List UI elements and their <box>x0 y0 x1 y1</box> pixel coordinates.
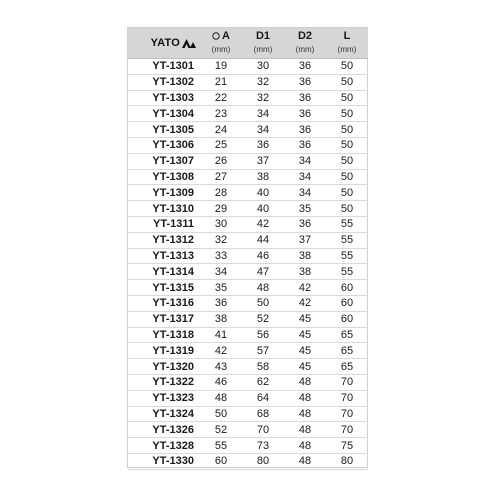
d1-cell: 48 <box>242 280 284 296</box>
column-unit-d1: (mm) <box>253 45 273 54</box>
d1-cell: 34 <box>242 106 284 122</box>
l-cell: 65 <box>326 359 368 375</box>
d1-cell: 42 <box>242 216 284 232</box>
l-cell: 60 <box>326 311 368 327</box>
a-cell: 41 <box>200 327 242 343</box>
d2-cell: 36 <box>284 137 326 153</box>
d2-cell: 34 <box>284 153 326 169</box>
table-row <box>128 153 368 169</box>
l-cell: 50 <box>326 90 368 106</box>
model-cell: YT-1318 <box>128 327 200 343</box>
d2-cell: 48 <box>284 453 326 469</box>
table-row <box>128 422 368 438</box>
model-cell: YT-1307 <box>128 153 200 169</box>
d2-cell: 42 <box>284 295 326 311</box>
column-header-l <box>326 28 368 59</box>
column-unit-l: (mm) <box>337 45 357 54</box>
d2-cell: 34 <box>284 185 326 201</box>
model-cell: YT-1317 <box>128 311 200 327</box>
column-header-d1 <box>242 28 284 59</box>
d1-cell: 32 <box>242 74 284 90</box>
a-cell: 26 <box>200 153 242 169</box>
model-cell: YT-1323 <box>128 390 200 406</box>
d2-cell: 35 <box>284 201 326 217</box>
d1-cell: 56 <box>242 327 284 343</box>
l-cell: 70 <box>326 422 368 438</box>
column-label-d2: D2 <box>297 30 313 42</box>
a-cell: 21 <box>200 74 242 90</box>
a-cell: 42 <box>200 343 242 359</box>
column-unit-a: (mm) <box>211 45 231 54</box>
d2-cell: 45 <box>284 359 326 375</box>
table-body <box>128 59 368 470</box>
model-cell: YT-1306 <box>128 137 200 153</box>
d2-cell: 48 <box>284 406 326 422</box>
a-cell: 27 <box>200 169 242 185</box>
model-cell: YT-1301 <box>128 59 200 75</box>
table-row <box>128 327 368 343</box>
l-cell: 70 <box>326 406 368 422</box>
model-cell: YT-1303 <box>128 90 200 106</box>
table-row <box>128 359 368 375</box>
a-cell: 29 <box>200 201 242 217</box>
table-row <box>128 264 368 280</box>
table-row <box>128 374 368 390</box>
table-row <box>128 59 368 75</box>
a-cell: 25 <box>200 137 242 153</box>
d2-cell: 45 <box>284 343 326 359</box>
d2-cell: 42 <box>284 280 326 296</box>
a-cell: 50 <box>200 406 242 422</box>
l-cell: 50 <box>326 122 368 138</box>
l-cell: 65 <box>326 343 368 359</box>
l-cell: 50 <box>326 106 368 122</box>
model-cell: YT-1304 <box>128 106 200 122</box>
a-cell: 60 <box>200 453 242 469</box>
brand-logo-cell <box>128 28 200 59</box>
d2-cell: 45 <box>284 311 326 327</box>
d1-cell: 30 <box>242 59 284 75</box>
yato-mark-icon <box>182 39 196 48</box>
model-cell: YT-1319 <box>128 343 200 359</box>
a-cell: 36 <box>200 295 242 311</box>
table-row <box>128 74 368 90</box>
l-cell: 50 <box>326 153 368 169</box>
d1-cell: 73 <box>242 438 284 454</box>
d1-cell: 44 <box>242 232 284 248</box>
table-row <box>128 232 368 248</box>
l-cell: 80 <box>326 453 368 469</box>
table-row <box>128 185 368 201</box>
l-cell: 50 <box>326 169 368 185</box>
table-row <box>128 169 368 185</box>
d2-cell: 48 <box>284 374 326 390</box>
a-cell: 28 <box>200 185 242 201</box>
column-header-a <box>200 28 242 59</box>
model-cell: YT-1330 <box>128 453 200 469</box>
d2-cell: 48 <box>284 390 326 406</box>
d1-cell: 58 <box>242 359 284 375</box>
d1-cell: 68 <box>242 406 284 422</box>
l-cell: 70 <box>326 390 368 406</box>
d2-cell: 38 <box>284 248 326 264</box>
l-cell: 55 <box>326 216 368 232</box>
a-cell: 22 <box>200 90 242 106</box>
spec-table <box>128 28 368 470</box>
d1-cell: 36 <box>242 137 284 153</box>
table-row <box>128 438 368 454</box>
d2-cell: 48 <box>284 438 326 454</box>
l-cell: 65 <box>326 327 368 343</box>
model-cell: YT-1316 <box>128 295 200 311</box>
d1-cell: 37 <box>242 153 284 169</box>
d1-cell: 50 <box>242 295 284 311</box>
l-cell: 60 <box>326 295 368 311</box>
d1-cell: 38 <box>242 169 284 185</box>
a-cell: 33 <box>200 248 242 264</box>
table-row <box>128 406 368 422</box>
d1-cell: 34 <box>242 122 284 138</box>
a-cell: 46 <box>200 374 242 390</box>
table-row <box>128 453 368 469</box>
a-cell: 38 <box>200 311 242 327</box>
table-row <box>128 216 368 232</box>
d2-cell: 48 <box>284 422 326 438</box>
table-row <box>128 311 368 327</box>
d1-cell: 52 <box>242 311 284 327</box>
model-cell: YT-1308 <box>128 169 200 185</box>
l-cell: 50 <box>326 185 368 201</box>
a-cell: 34 <box>200 264 242 280</box>
l-cell: 50 <box>326 137 368 153</box>
a-cell: 30 <box>200 216 242 232</box>
d1-cell: 80 <box>242 453 284 469</box>
l-cell: 60 <box>326 280 368 296</box>
model-cell: YT-1311 <box>128 216 200 232</box>
model-cell: YT-1314 <box>128 264 200 280</box>
a-cell: 35 <box>200 280 242 296</box>
d2-cell: 34 <box>284 169 326 185</box>
model-cell: YT-1322 <box>128 374 200 390</box>
column-label-d1: D1 <box>255 30 271 42</box>
d1-cell: 40 <box>242 201 284 217</box>
d2-cell: 45 <box>284 327 326 343</box>
l-cell: 55 <box>326 264 368 280</box>
d1-cell: 40 <box>242 185 284 201</box>
table-header-row <box>128 28 368 59</box>
d1-cell: 46 <box>242 248 284 264</box>
model-cell: YT-1328 <box>128 438 200 454</box>
table-row <box>128 295 368 311</box>
a-cell: 48 <box>200 390 242 406</box>
a-cell: 43 <box>200 359 242 375</box>
model-cell: YT-1326 <box>128 422 200 438</box>
table-row <box>128 280 368 296</box>
a-cell: 52 <box>200 422 242 438</box>
d1-cell: 62 <box>242 374 284 390</box>
l-cell: 70 <box>326 374 368 390</box>
l-cell: 50 <box>326 59 368 75</box>
model-cell: YT-1309 <box>128 185 200 201</box>
model-cell: YT-1312 <box>128 232 200 248</box>
a-cell: 55 <box>200 438 242 454</box>
table-row <box>128 137 368 153</box>
a-cell: 32 <box>200 232 242 248</box>
column-header-d2 <box>284 28 326 59</box>
l-cell: 55 <box>326 248 368 264</box>
model-cell: YT-1324 <box>128 406 200 422</box>
d2-cell: 37 <box>284 232 326 248</box>
d1-cell: 32 <box>242 90 284 106</box>
d2-cell: 36 <box>284 59 326 75</box>
d1-cell: 47 <box>242 264 284 280</box>
column-label-l: L <box>343 30 351 42</box>
d1-cell: 70 <box>242 422 284 438</box>
model-cell: YT-1305 <box>128 122 200 138</box>
a-cell: 19 <box>200 59 242 75</box>
l-cell: 55 <box>326 232 368 248</box>
table-row <box>128 248 368 264</box>
d2-cell: 36 <box>284 106 326 122</box>
model-cell: YT-1310 <box>128 201 200 217</box>
d2-cell: 36 <box>284 74 326 90</box>
brand-logo <box>151 36 196 50</box>
l-cell: 50 <box>326 74 368 90</box>
d2-cell: 38 <box>284 264 326 280</box>
d2-cell: 36 <box>284 122 326 138</box>
d2-cell: 36 <box>284 216 326 232</box>
column-unit-d2: (mm) <box>295 45 315 54</box>
table-row <box>128 390 368 406</box>
brand-logo-text: YATO <box>150 37 180 49</box>
d2-cell: 36 <box>284 90 326 106</box>
l-cell: 75 <box>326 438 368 454</box>
table-row <box>128 106 368 122</box>
model-cell: YT-1320 <box>128 359 200 375</box>
table-row <box>128 343 368 359</box>
circle-icon <box>212 32 220 40</box>
a-cell: 23 <box>200 106 242 122</box>
table-row <box>128 201 368 217</box>
table-row <box>128 90 368 106</box>
model-cell: YT-1302 <box>128 74 200 90</box>
table-row <box>128 122 368 138</box>
l-cell: 50 <box>326 201 368 217</box>
d1-cell: 64 <box>242 390 284 406</box>
d1-cell: 57 <box>242 343 284 359</box>
a-cell: 24 <box>200 122 242 138</box>
model-cell: YT-1313 <box>128 248 200 264</box>
column-label-a: A <box>222 30 230 42</box>
model-cell: YT-1315 <box>128 280 200 296</box>
